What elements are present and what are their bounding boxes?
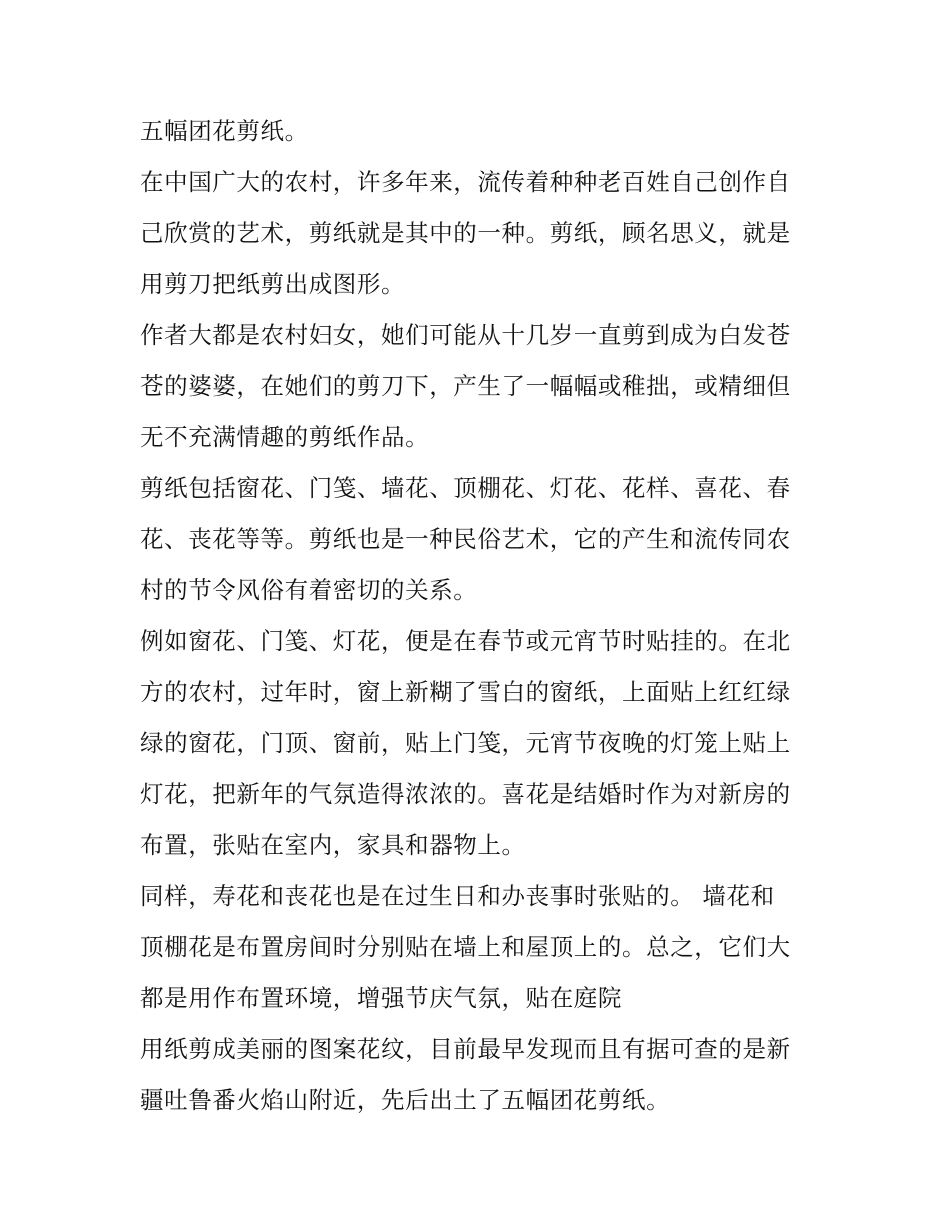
paragraph-4 <box>140 463 820 616</box>
text-line: 苍的婆婆，在她们的剪刀下，产生了一幅幅或稚拙，或精细但 <box>140 372 791 400</box>
text-line: 用剪刀把纸剪出成图形。 <box>140 270 406 298</box>
text-line: 花、丧花等等。剪纸也是一种民俗艺术，它的产生和流传同农 <box>140 525 791 553</box>
paragraph-7 <box>140 1024 820 1126</box>
text-line: 布置，张贴在室内，家具和器物上。 <box>140 831 526 859</box>
text-line: 五幅团花剪纸。 <box>140 117 309 145</box>
text-line: 村的节令风俗有着密切的关系。 <box>140 576 478 604</box>
text-line: 绿的窗花，门顶、窗前，贴上门笺，元宵节夜晚的灯笼上贴上 <box>140 729 791 757</box>
paragraph-3 <box>140 310 820 463</box>
document-body <box>140 106 820 1126</box>
paragraph-2 <box>140 157 820 310</box>
text-line: 顶棚花是布置房间时分别贴在墙上和屋顶上的。总之，它们大 <box>140 933 791 961</box>
text-line: 剪纸包括窗花、门笺、墙花、顶棚花、灯花、花样、喜花、春 <box>140 474 791 502</box>
text-line: 方的农村，过年时，窗上新糊了雪白的窗纸，上面贴上红红绿 <box>140 678 791 706</box>
text-line: 己欣赏的艺术，剪纸就是其中的一种。剪纸，顾名思义，就是 <box>140 219 791 247</box>
text-line: 无不充满情趣的剪纸作品。 <box>140 423 430 451</box>
paragraph-6 <box>140 871 820 1024</box>
text-line: 都是用作布置环境，增强节庆气氛，贴在庭院 <box>140 984 622 1012</box>
text-line: 灯花，把新年的气氛造得浓浓的。喜花是结婚时作为对新房的 <box>140 780 791 808</box>
text-line: 在中国广大的农村，许多年来，流传着种种老百姓自己创作自 <box>140 168 791 196</box>
paragraph-5 <box>140 616 820 871</box>
text-line: 例如窗花、门笺、灯花，便是在春节或元宵节时贴挂的。在北 <box>140 627 791 655</box>
paragraph-1 <box>140 106 820 157</box>
text-line: 用纸剪成美丽的图案花纹，目前最早发现而且有据可查的是新 <box>140 1035 791 1063</box>
text-line: 同样，寿花和丧花也是在过生日和办丧事时张贴的。 墙花和 <box>140 882 775 910</box>
text-line: 疆吐鲁番火焰山附近，先后出土了五幅团花剪纸。 <box>140 1086 671 1114</box>
text-line: 作者大都是农村妇女，她们可能从十几岁一直剪到成为白发苍 <box>140 321 791 349</box>
